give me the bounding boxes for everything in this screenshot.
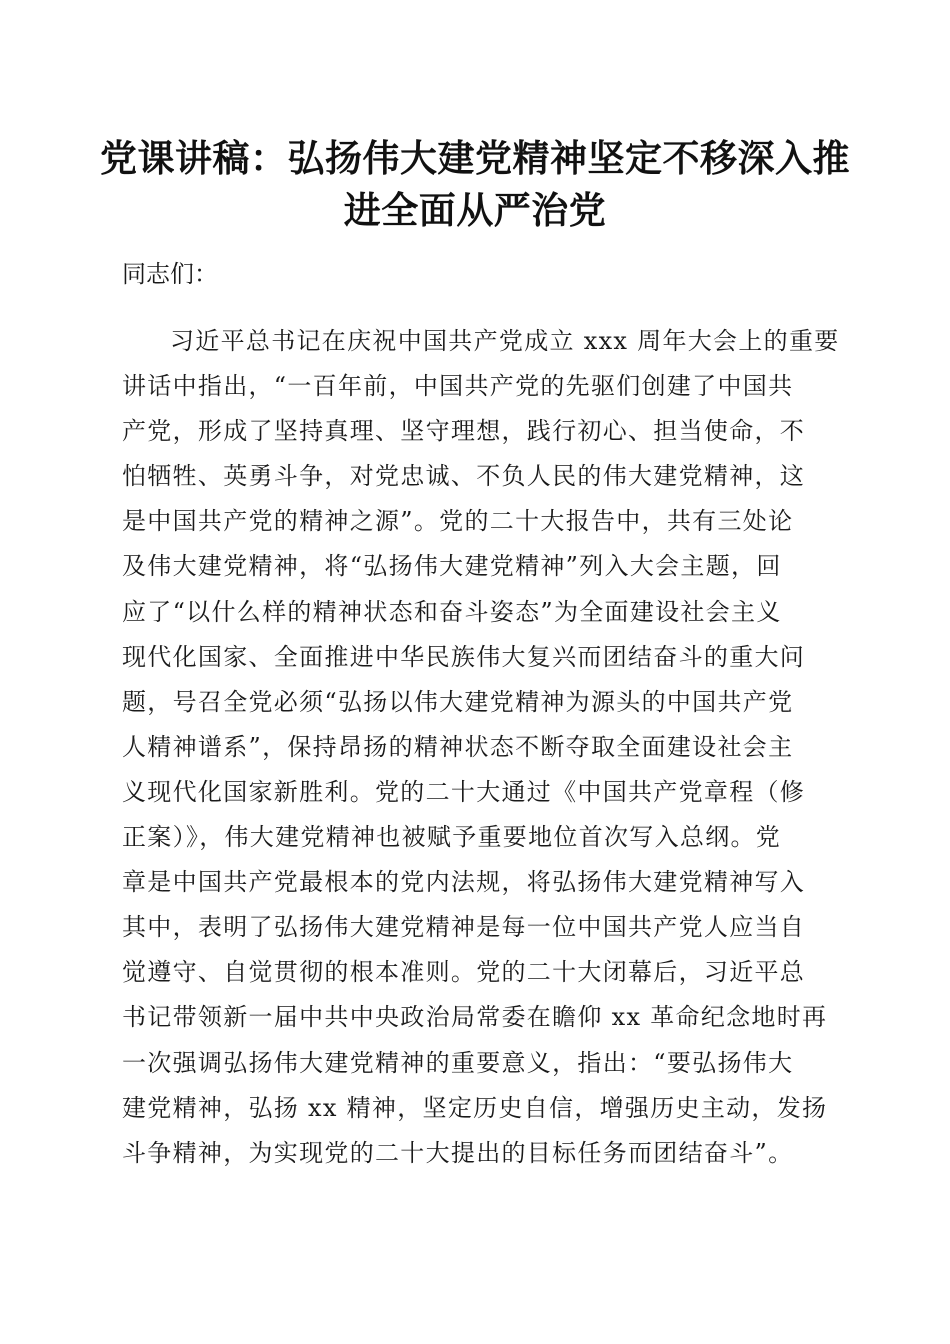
paragraph-line: 是中国共产党的精神之源”。党的二十大报告中，共有三处论 [122,507,794,536]
paragraph-line: 觉遵守、自觉贯彻的根本准则。党的二十大闭幕后，习近平总 [122,958,806,987]
paragraph-line: 建党精神，弘扬 xx 精神，坚定历史自信，增强历史主动，发扬 [122,1093,828,1122]
document-title: 党课讲稿：弘扬伟大建党精神坚定不移深入推进全面从严治党 [100,136,850,232]
paragraph-line: 一次强调弘扬伟大建党精神的重要意义，指出：“要弘扬伟大 [122,1048,794,1077]
paragraph-line: 书记带领新一届中共中央政治局常委在瞻仰 xx 革命纪念地时再 [122,1003,828,1032]
body-paragraph [122,319,840,1176]
paragraph-line: 正案）》，伟大建党精神也被赋予重要地位首次写入总纲。党 [122,823,782,852]
paragraph-line: 人精神谱系”，保持昂扬的精神状态不断夺取全面建设社会主 [122,732,794,761]
paragraph-line: 怕牺牲、英勇斗争，对党忠诚、不负人民的伟大建党精神，这 [122,462,806,491]
salutation: 同志们： [122,260,218,288]
paragraph-line: 章是中国共产党最根本的党内法规，将弘扬伟大建党精神写入 [122,868,806,897]
paragraph-line: 讲话中指出，“一百年前，中国共产党的先驱们创建了中国共 [122,372,794,401]
paragraph-line: 斗争精神，为实现党的二十大提出的目标任务而团结奋斗”。 [122,1138,794,1167]
paragraph-line: 及伟大建党精神，将“弘扬伟大建党精神”列入大会主题，回 [122,552,782,581]
paragraph-line: 义现代化国家新胜利。党的二十大通过《中国共产党章程（修 [122,777,806,806]
paragraph-line: 产党，形成了坚持真理、坚守理想，践行初心、担当使命，不 [122,417,806,446]
paragraph-line: 习近平总书记在庆祝中国共产党成立 xxx 周年大会上的重要 [170,327,840,355]
paragraph-line: 题，号召全党必须“弘扬以伟大建党精神为源头的中国共产党 [122,687,794,716]
paragraph-line: 其中，表明了弘扬伟大建党精神是每一位中国共产党人应当自 [122,913,806,942]
paragraph-line: 应了“以什么样的精神状态和奋斗姿态”为全面建设社会主义 [122,597,782,626]
paragraph-line: 现代化国家、全面推进中华民族伟大复兴而团结奋斗的重大问 [122,642,806,671]
